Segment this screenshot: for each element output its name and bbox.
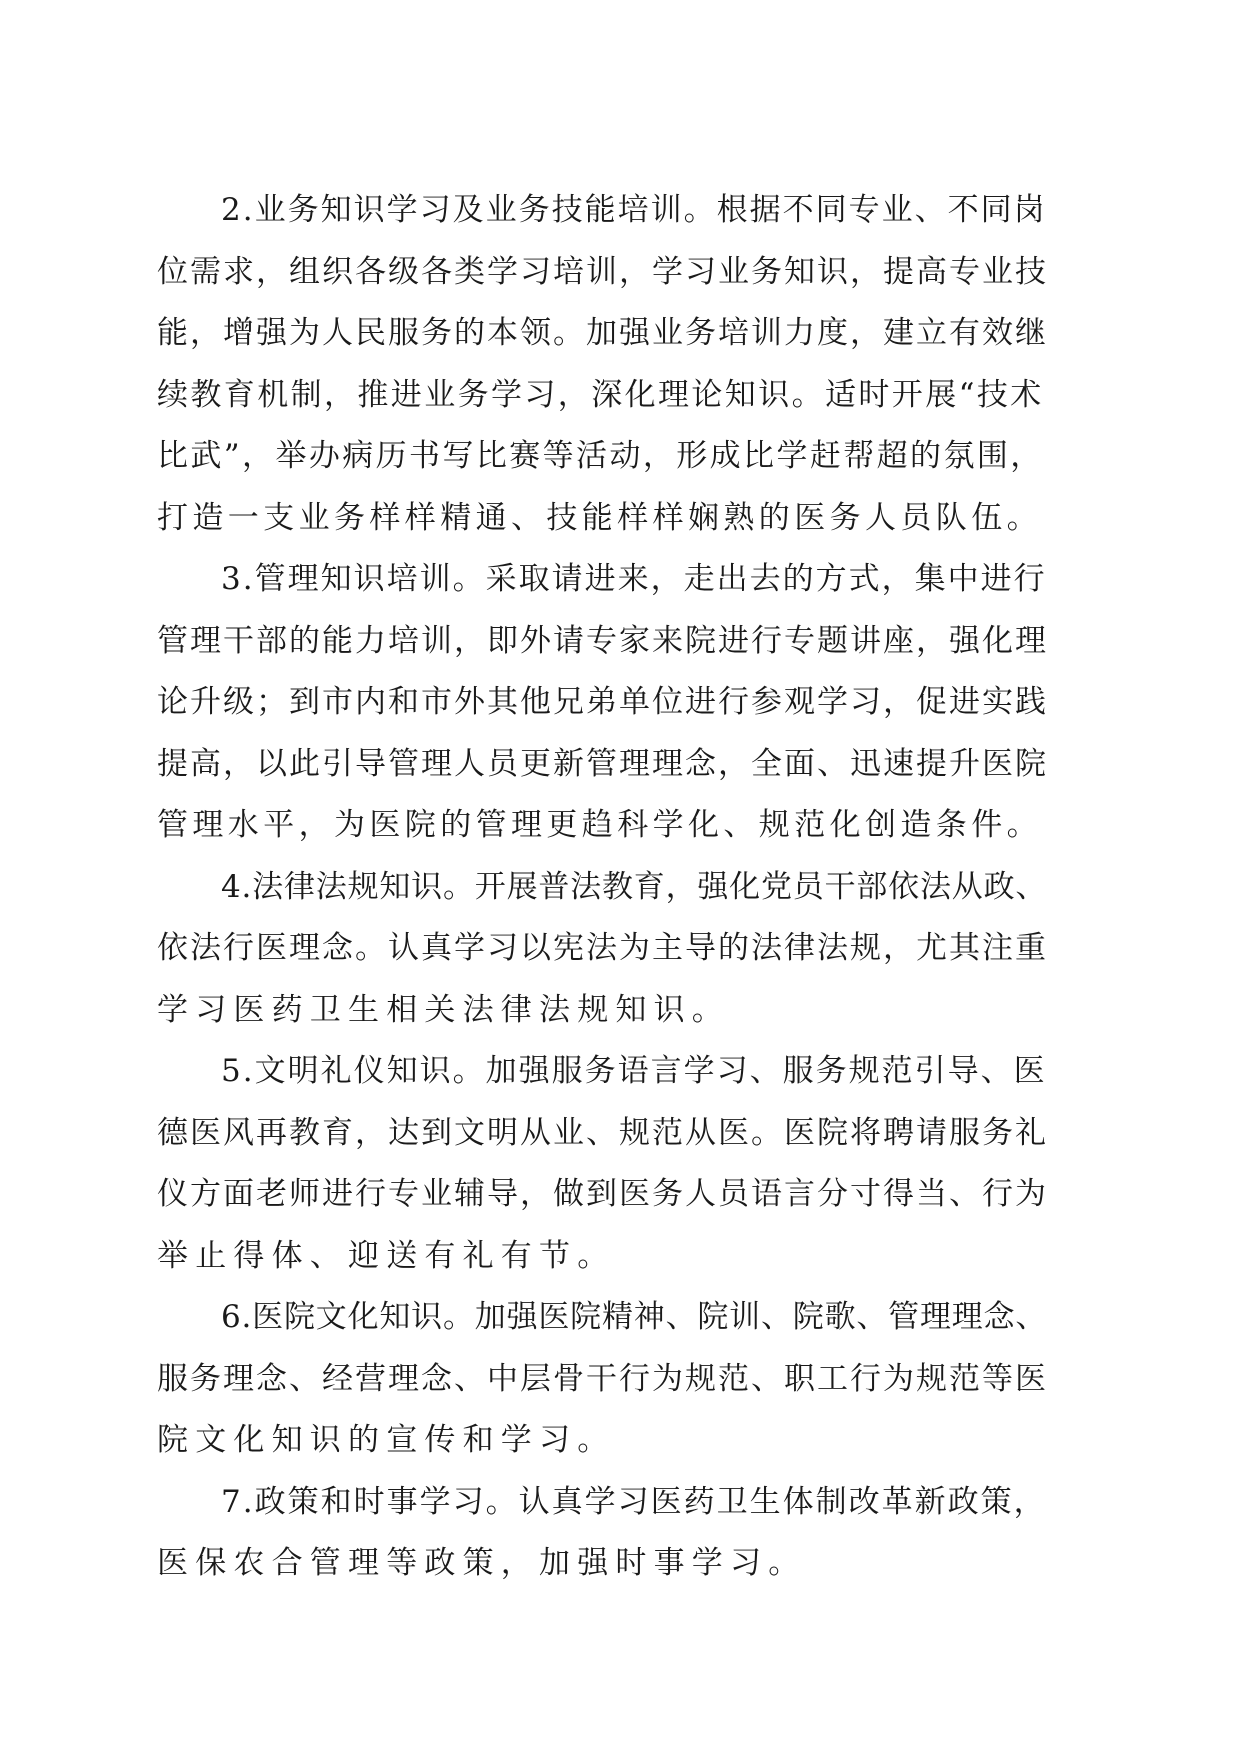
paragraph-6-line-1: 6.医院文化知识。加强医院精神、院训、院歌、管理理念、 [221,1299,1048,1335]
document-body [157,180,1049,1595]
paragraph-6-line-2: 服务理念、经营理念、中层骨干行为规范、职工行为规范等医 [157,1360,1048,1397]
paragraph-3-line-1: 3.管理知识培训。采取请进来，走出去的方式，集中进行 [221,561,1047,597]
paragraph-3-line-2: 管理干部的能力培训，即外请专家来院进行专题讲座，强化理 [157,622,1048,659]
paragraph-3-line-4: 提高，以此引导管理人员更新管理理念，全面、迅速提升医院 [157,745,1048,782]
paragraph-3-line-3: 论升级；到市内和市外其他兄弟单位进行参观学习，促进实践 [157,684,1048,720]
paragraph-7-line-2: 医保农合管理等政策，加强时事学习。 [157,1545,807,1581]
paragraph-5-line-1: 5.文明礼仪知识。加强服务语言学习、服务规范引导、医 [221,1053,1047,1089]
paragraph-2-line-1: 2.业务知识学习及业务技能培训。根据不同专业、不同岗 [221,192,1047,228]
paragraph-5-line-3: 仪方面老师进行专业辅导，做到医务人员语言分寸得当、行为 [157,1176,1048,1212]
paragraph-5-line-4: 举止得体、迎送有礼有节。 [157,1237,616,1274]
paragraph-6-line-3: 院文化知识的宣传和学习。 [157,1422,616,1458]
paragraph-2-line-5: 比武”，举办病历书写比赛等活动，形成比学赶帮超的氛围， [157,438,1044,474]
paragraph-7-line-1: 7.政策和时事学习。认真学习医药卫生体制改革新政策， [221,1483,1047,1520]
paragraph-2-line-6: 打造一支业务样样精通、技能样样娴熟的医务人员队伍。 [157,499,1042,536]
paragraph-5-line-2: 德医风再教育，达到文明从业、规范从医。医院将聘请服务礼 [157,1114,1048,1151]
paragraph-4-line-3: 学习医药卫生相关法律法规知识。 [157,991,730,1028]
paragraph-3-line-5: 管理水平，为医院的管理更趋科学化、规范化创造条件。 [157,807,1042,843]
paragraph-4-line-2: 依法行医理念。认真学习以宪法为主导的法律法规，尤其注重 [157,930,1048,966]
paragraph-2-line-4: 续教育机制，推进业务学习，深化理论知识。适时开展“技术 [157,376,1044,413]
paragraph-2-line-2: 位需求，组织各级各类学习培训，学习业务知识，提高专业技 [157,253,1048,290]
paragraph-2-line-3: 能，增强为人民服务的本领。加强业务培训力度，建立有效继 [157,315,1048,351]
paragraph-4-line-1: 4.法律法规知识。开展普法教育，强化党员干部依法从政、 [221,868,1048,905]
